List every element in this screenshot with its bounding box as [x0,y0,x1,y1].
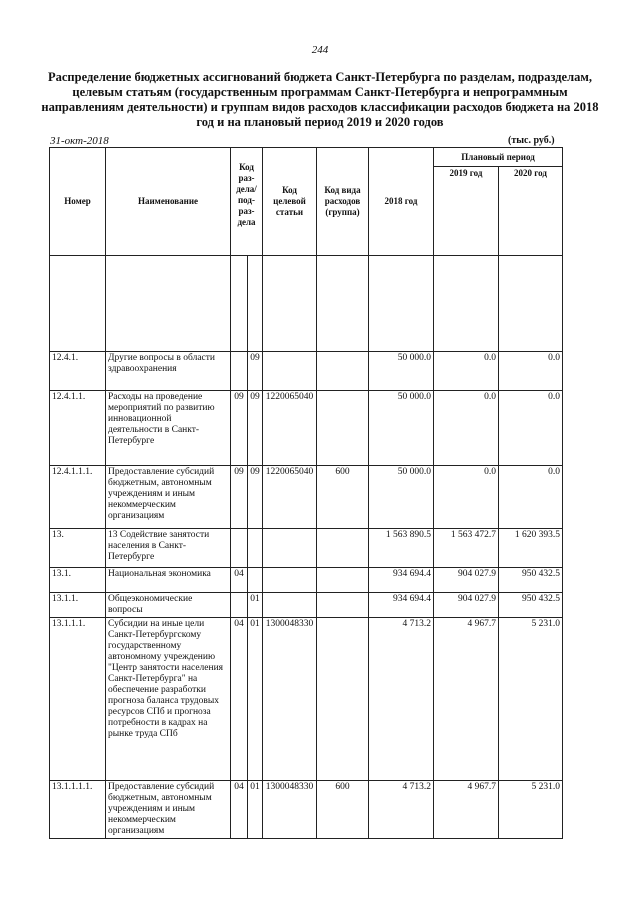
row-value-2020: 5 231.0 [499,781,563,839]
row-name: Предоставление субсидий бюджетным, автономным учреждениям и иным некоммерческим организациям [106,466,231,529]
row-number: 13. [50,529,106,568]
row-expense-code [317,568,369,593]
row-value-2020: 950 432.5 [499,568,563,593]
row-value-2018: 1 563 890.5 [369,529,434,568]
row-target-code: 1300048330 [263,781,317,839]
row-section-code: 09 [231,466,248,529]
row-number: 13.1.1.1.1. [50,781,106,839]
row-number: 13.1.1.1. [50,618,106,781]
table-row [50,391,563,466]
row-value-2020: 0.0 [499,352,563,391]
row-expense-code [317,593,369,618]
row-section-code: 04 [231,781,248,839]
row-expense-code [317,352,369,391]
row-value-2020: 0.0 [499,466,563,529]
header-number: Номер [50,148,106,256]
row-section-code [231,352,248,391]
row-target-code: 1220065040 [263,466,317,529]
row-name: Общеэкономические вопросы [106,593,231,618]
row-name: Другие вопросы в области здравоохранения [106,352,231,391]
row-number: 13.1. [50,568,106,593]
row-value-2019: 0.0 [434,352,499,391]
row-subsection-code: 09 [248,352,263,391]
table-row [50,568,563,593]
row-name: Национальная экономика [106,568,231,593]
header-2020: 2020 год [499,167,563,256]
table-row [50,466,563,529]
row-section-code [231,593,248,618]
row-subsection-code: 01 [248,781,263,839]
row-section-code [231,529,248,568]
row-name: Субсидии на иные цели Санкт-Петербургскому государственному автономному учреждению "Центр занятости населения Санкт-Петербурга" на обеспечение разработки прогноза баланса трудовых ресурсов СПб и прогноза потребности в кадрах на рынке труда СПб [106,618,231,781]
row-value-2019: 904 027.9 [434,568,499,593]
header-name: Наименование [106,148,231,256]
row-value-2019: 1 563 472.7 [434,529,499,568]
table-row [50,352,563,391]
table-row [50,781,563,839]
header-target: Код целевой статьи [263,148,317,256]
row-section-code: 09 [231,391,248,466]
row-target-code [263,529,317,568]
row-target-code [263,593,317,618]
row-subsection-code [248,529,263,568]
table-row [50,593,563,618]
row-name: 13 Содействие занятости населения в Санкт-Петербурге [106,529,231,568]
row-value-2018: 50 000.0 [369,466,434,529]
row-subsection-code: 09 [248,466,263,529]
row-value-2019: 4 967.7 [434,781,499,839]
row-name: Предоставление субсидий бюджетным, автономным учреждениям и иным некоммерческим организациям [106,781,231,839]
row-target-code: 1300048330 [263,618,317,781]
row-value-2020: 1 620 393.5 [499,529,563,568]
row-target-code: 1220065040 [263,391,317,466]
header-2019: 2019 год [434,167,499,256]
row-expense-code: 600 [317,466,369,529]
header-expense: Код вида расходов (группа) [317,148,369,256]
row-value-2019: 4 967.7 [434,618,499,781]
header-section: Код раз- дела/ под- раз- дела [231,148,263,256]
row-value-2020: 0.0 [499,391,563,466]
header-2018: 2018 год [369,148,434,256]
budget-table [49,147,563,839]
row-subsection-code: 01 [248,593,263,618]
row-value-2020: 5 231.0 [499,618,563,781]
row-value-2018: 4 713.2 [369,618,434,781]
page-number: 244 [311,44,329,56]
row-subsection-code [248,568,263,593]
row-number: 12.4.1.1.1. [50,466,106,529]
row-value-2018: 4 713.2 [369,781,434,839]
row-section-code: 04 [231,618,248,781]
row-value-2020: 950 432.5 [499,593,563,618]
row-value-2018: 50 000.0 [369,391,434,466]
row-value-2019: 904 027.9 [434,593,499,618]
row-value-2019: 0.0 [434,466,499,529]
row-subsection-code: 09 [248,391,263,466]
header-plan-period: Плановый период [434,148,563,167]
row-section-code: 04 [231,568,248,593]
table-row [50,529,563,568]
header-spacer [50,256,563,352]
units-label: (тыс. руб.) [508,135,555,146]
row-target-code [263,568,317,593]
row-expense-code [317,529,369,568]
document-date: 31-окт-2018 [50,135,109,147]
row-name: Расходы на проведение мероприятий по развитию инновационной деятельности в Санкт-Петербурге [106,391,231,466]
row-value-2018: 934 694.4 [369,568,434,593]
row-expense-code [317,618,369,781]
row-expense-code: 600 [317,781,369,839]
row-value-2019: 0.0 [434,391,499,466]
row-target-code [263,352,317,391]
document-title: Распределение бюджетных ассигнований бюджета Санкт-Петербурга по разделам, подразделам, целевым статьям (государственным программам Санкт-Петербурга и непрограммным направлениям деятельности) и группам видов расходов классификации расходов бюджета на 2018 год и на плановый период 2019 и 2020 годов [41,70,599,129]
row-subsection-code: 01 [248,618,263,781]
row-value-2018: 50 000.0 [369,352,434,391]
row-number: 12.4.1. [50,352,106,391]
row-expense-code [317,391,369,466]
row-number: 13.1.1. [50,593,106,618]
row-value-2018: 934 694.4 [369,593,434,618]
table-row [50,618,563,781]
row-number: 12.4.1.1. [50,391,106,466]
